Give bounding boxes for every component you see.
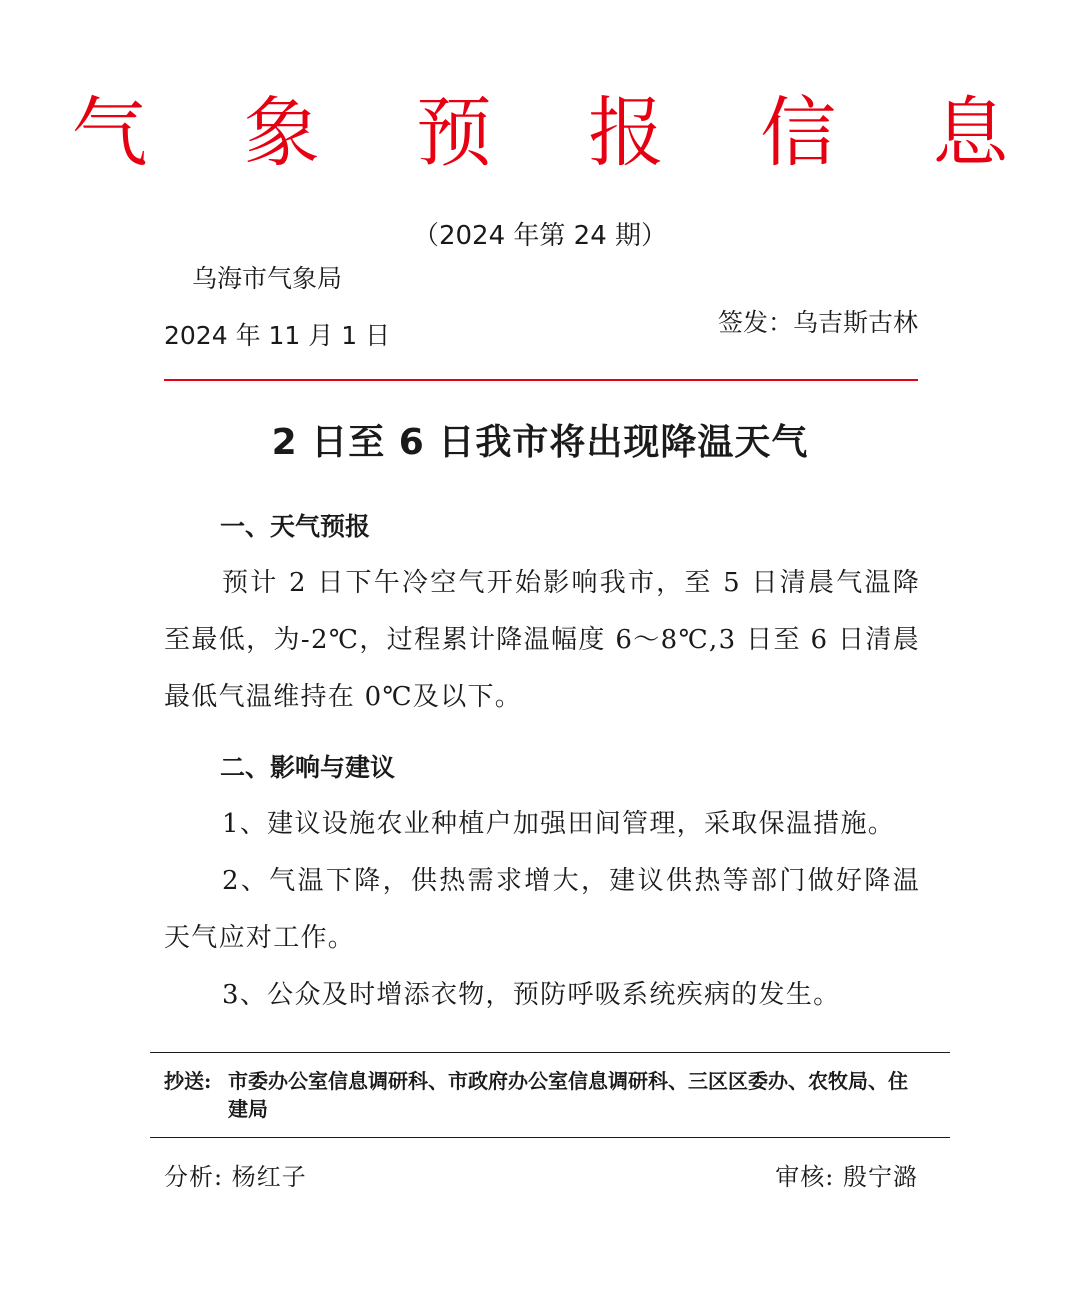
- reviewer: 审核: 殷宁潞: [775, 1163, 918, 1191]
- cc-label: 抄送:: [164, 1069, 212, 1093]
- issue-number: （2024 年第 24 期）: [412, 221, 668, 251]
- issuing-agency: 乌海市气象局: [192, 264, 343, 293]
- advice-item-2: 2、气温下降，供热需求增大，建议供热等部门做好降温天气应对工作。: [164, 866, 920, 953]
- cc-block: [164, 1067, 924, 1123]
- issue-date: 2024 年 11 月 1 日: [164, 321, 391, 350]
- signer: 签发：乌吉斯古林: [717, 308, 918, 337]
- footer-divider-top: [150, 1052, 950, 1053]
- masthead-title: 气 象 预 报 信 息: [71, 88, 1045, 177]
- analyst: 分析: 杨红子: [164, 1163, 307, 1191]
- forecast-paragraph: 预计 2 日下午冷空气开始影响我市，至 5 日清晨气温降至最低，为-2℃，过程累计降温幅度 6～8℃,3 日至 6 日清晨最低气温维持在 0℃及以下。: [164, 568, 920, 712]
- section-heading-forecast: 一、天气预报: [220, 512, 371, 541]
- advice-item-3: 3、公众及时增添衣物，预防呼吸系统疾病的发生。: [222, 980, 841, 1010]
- advice-item-1: 1、建议设施农业种植户加强田间管理，采取保温措施。: [222, 809, 896, 839]
- cc-recipients: 市委办公室信息调研科、市政府办公室信息调研科、三区区委办、农牧局、住建局: [228, 1069, 908, 1121]
- footer-divider-bottom: [150, 1137, 950, 1138]
- document-headline: 2 日至 6 日我市将出现降温天气: [271, 422, 809, 463]
- section-heading-advice: 二、影响与建议: [220, 753, 396, 782]
- red-divider: [164, 379, 918, 381]
